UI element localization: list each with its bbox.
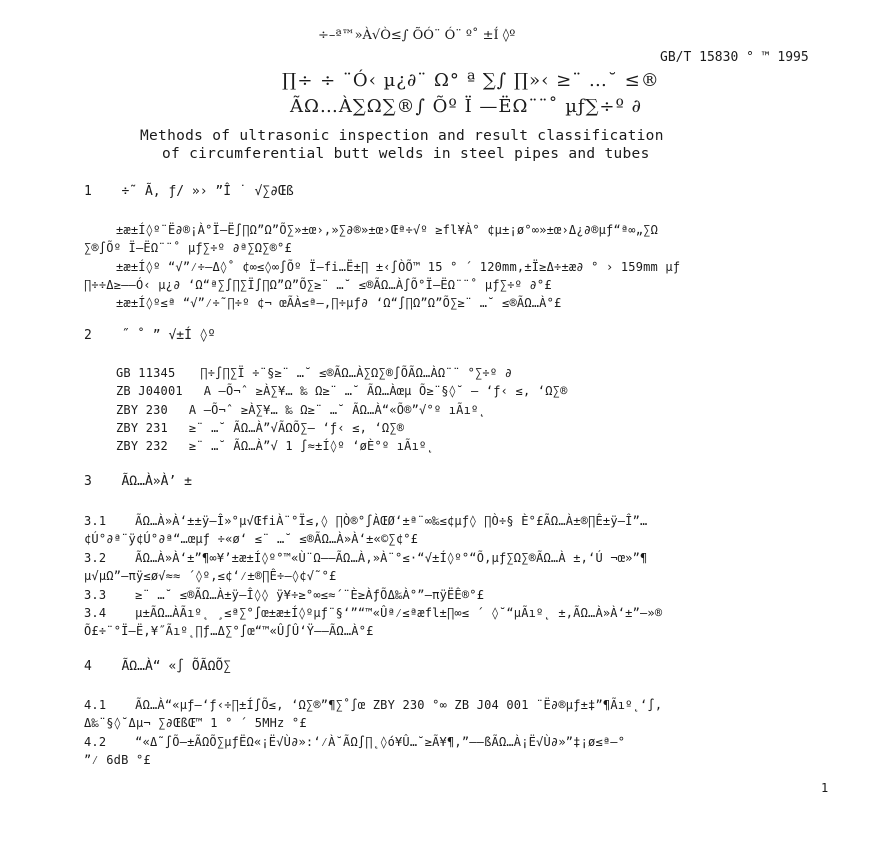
clause-text: ≥¨ …˘ ≤®ÃΩ…À±ÿ–Î◊◊ ÿ¥÷≥°∞≤≈´¨È≥ÀƒÕΔ‰À°”–πÿËÊ®°£ — [135, 588, 485, 602]
clause-text: “«Δ˜∫Õ–±ÃΩÕ∑µƒËΩ«¡Ë√Ù∂»:‘⁄À˘ÃΩ∫∏˛◊ó¥Û…˘≥Ã¥¶,”––ßÃΩ…À¡Ë√Ù∂»”‡¡ø≤ª–° — [135, 735, 626, 749]
reference-item — [116, 439, 434, 453]
title-en-line-1: Methods of ultrasonic inspection and result classification — [140, 128, 664, 144]
clause-text: ÃΩ…À“«µƒ–‘ƒ‹÷∏±Í∫Õ≤, ‘Ω∑®”¶∑˚∫œ ZBY 230 °∞ ZB J04 001 ¨Ë∂®µƒ±‡”¶Ãıº˛‘∫, — [135, 698, 663, 712]
clause-text: µ±ÃΩ…ÀÃıº˛ ¸≤ª∑°∫œ±æ±Í◊ºµƒ¨§‘”“™«Ûª⁄≤ªæfl±∏∞≤ ´ ◊˘“µÃıº˛ ±,ÃΩ…À»À‘±”–»® — [135, 606, 663, 620]
section-number: 1 — [84, 184, 92, 199]
reference-item — [116, 403, 486, 417]
section-title: ÷˜ Ã‚ ƒ/ »› ”Î ˙ √∑∂Œß — [121, 184, 294, 199]
clause-text-continued: µ√µΩ”–πÿ≤ø√≈≈ ´◊º,≤¢‘⁄±®∏Ê÷–◊¢√˜°£ — [84, 569, 337, 583]
clause-number: 3.1 — [84, 514, 107, 528]
reference-title: ∏÷∫∏∑Ï ÷¨§≥¨ …˘ ≤®ÃΩ…À∑Ω∑®∫ÕÃΩ…ÀΩ¨¨ °∑÷º ∂ — [200, 366, 513, 380]
section-number: 3 — [84, 474, 92, 489]
clause-number: 3.2 — [84, 551, 107, 565]
standard-code: GB/T 15830 ° ™ 1995 — [660, 50, 809, 65]
s1-para-line: ∑®∫Õº Ï–ËΩ¨¨˚ µƒ∑÷º ∂ª∑Ω∑®°£ — [84, 241, 292, 255]
clause-text: ÃΩ…À»À‘±±ÿ–Î»°µ√ŒfiÀ¨°Ï≤,◊ ∏Ò®°∫ÀŒØ‘±ª¨∞‰≤¢µƒ◊ ∏Ò÷§ È°£ÃΩ…À±®∏Ê±ÿ–Î”… — [135, 514, 648, 528]
clause-number: 3.4 — [84, 606, 107, 620]
clause-3-1 — [84, 514, 647, 528]
section-title: ˝ ˚ ” √±Í ◊º — [121, 328, 216, 343]
section-4-heading — [84, 659, 231, 674]
issuer-line: ÷–ª™»À√Ò≤∫ ÕÓ¨ Ó¨ º˚ ±Í ◊º — [318, 28, 516, 43]
reference-item — [116, 384, 568, 398]
page-number: 1 — [821, 781, 829, 795]
reference-code: ZBY 232 — [116, 439, 168, 453]
reference-code: ZBY 230 — [116, 403, 168, 417]
clause-text-continued: Δ‰¨§◊˘Δµ¬ ∑∂ŒßŒ™ 1 ° ´ 5MHz °£ — [84, 716, 307, 730]
reference-title: ≥¨ …˘ ÃΩ…À”√ÃΩÕ∑– ‘ƒ‹ ≤‚ ‘Ω∑® — [188, 421, 405, 435]
s1-para-line: ±æ±Í◊º “√”⁄÷–Δ◊˚ ¢∞≤◊∞∫Õº Ï–fi…Ë±∏ ±‹∫ÒÕ™ 15 ° ´ 120mm,±Ï≥Δ÷±æ∂ ° › 159mm µƒ — [116, 260, 681, 274]
reference-title: A –Õ¬ˆ ≥À∑¥… ‰ Ω≥¨ …˘ ÃΩ…Àœµ Õ≥¨§◊˘ – ‘ƒ‹ ≤‚ ‘Ω∑® — [203, 384, 568, 398]
clause-number: 4.2 — [84, 735, 107, 749]
reference-code: ZB J04001 — [116, 384, 183, 398]
section-title: ÃΩ…À“ «∫ ÕÃΩÕ∑ — [121, 659, 232, 674]
clause-text-continued: ¢Ú°∂ª¨ÿ¢Ú°∂ª“…œµƒ ÷«ø‘ ≤¨ …˘ ≤®ÃΩ…À»À‘±«©∑¢°£ — [84, 532, 419, 546]
title-cn-line-1: ∏÷ ÷ ¨Ó‹ µ¿∂¨ Ω° ª ∑∫ ∏»‹ ≥¨ …˘ ≤® — [282, 70, 660, 91]
section-3-heading — [84, 474, 192, 489]
clause-number: 3.3 — [84, 588, 107, 602]
clause-number: 4.1 — [84, 698, 107, 712]
section-number: 4 — [84, 659, 92, 674]
reference-title: A –Õ¬ˆ ≥À∑¥… ‰ Ω≥¨ …˘ ÃΩ…À“«Õ®”√°º ıÃıº˛ — [188, 403, 486, 417]
clause-text-continued: ”⁄ 6dB °£ — [84, 753, 151, 767]
clause-4-2 — [84, 735, 625, 750]
clause-3-3 — [84, 588, 484, 602]
clause-text-continued: Õ£÷¨°Ï–Ë,¥˝Ãıº˛∏ƒ…Δ∑°∫œ“™«Û∫Û‘Ÿ––ÃΩ…À°£ — [84, 624, 374, 638]
section-number: 2 — [84, 328, 92, 343]
section-2-heading — [84, 328, 215, 343]
clause-text: ÃΩ…À»À‘±”¶∞¥’±æ±Í◊º°™«Ù¨Ω––ÃΩ…À,»À¨°≤·“√±Í◊º°“Õ,µƒ∑Ω∑®ÃΩ…À ±,‘Ú ¬œ»”¶ — [135, 551, 648, 565]
reference-code: ZBY 231 — [116, 421, 168, 435]
clause-4-1 — [84, 698, 662, 712]
clause-3-4 — [84, 606, 662, 621]
s1-para-line: ∏÷÷Δ≥––Ó‹ µ¿∂ ‘Ω“ª∑∫∏∑Ï∫∏Ω”Ω”Õ∑≥¨ …˘ ≤®ÃΩ…À∫Õ°Ï–ËΩ¨¨˚ µƒ∑÷º ∂°£ — [84, 278, 552, 292]
s1-para-line: ±æ±Í◊º¨Ë∂®¡À°Ï–Ë∫∏Ω”Ω”Õ∑»±œ›,»∑∂®»±œ›Œª÷√º ≥fl¥À° ¢µ±¡ø°∞»±œ›Δ¿∂®µƒ“ª∞„∑Ω — [116, 223, 658, 237]
title-en-line-2: of circumferential butt welds in steel pipes and tubes — [162, 146, 650, 162]
section-title: ÃΩ…À»À’ ± — [121, 474, 192, 489]
reference-item — [116, 421, 404, 435]
reference-code: GB 11345 — [116, 366, 176, 380]
title-cn-line-2: ÃΩ…À∑Ω∑®∫ Õº Ï —ËΩ¨¨˚ µƒ∑÷º ∂ — [290, 96, 642, 117]
reference-item — [116, 366, 512, 380]
s1-para-line: ±æ±Í◊º≤ª “√”⁄÷˜∏÷º ¢¬ œÃÀ≤ª–,∏÷µƒ∂ ‘Ω“∫∏Ω”Ω”Õ∑≥¨ …˘ ≤®ÃΩ…À°£ — [116, 296, 562, 310]
reference-title: ≥¨ …˘ ÃΩ…À”√ 1 ∫≈±Í◊º ‘øÈ°º ıÃıº˛ — [188, 439, 434, 453]
section-1-heading — [84, 184, 294, 199]
clause-3-2 — [84, 551, 647, 565]
